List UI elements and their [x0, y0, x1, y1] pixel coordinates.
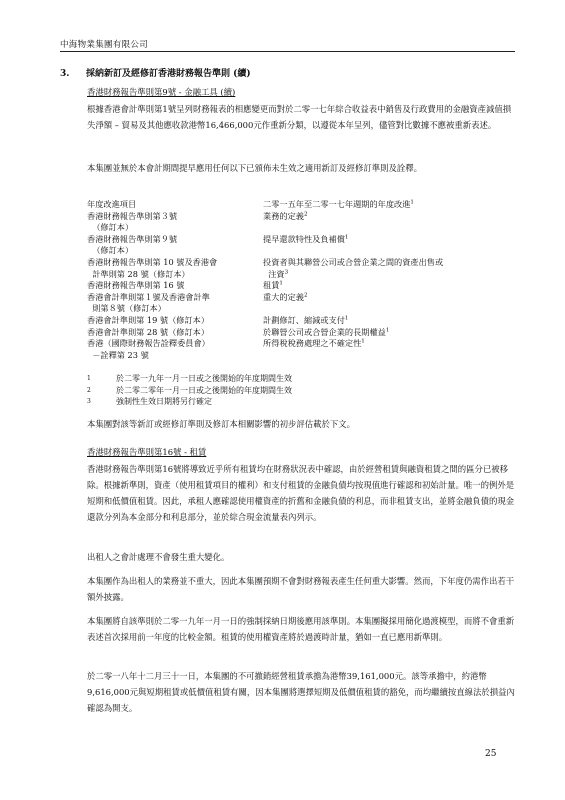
standard-description-text: 租賃 [263, 280, 280, 291]
hkfrs9-heading: 香港財務報告準則第9號 - 金融工具 (續) [87, 87, 236, 97]
footnote-reference: 1 [385, 326, 390, 333]
not-yet-effective-paragraph: 本集團並無於本會計期間提早應用任何以下已頒佈未生效之適用新訂及經修訂準則及詮釋。 [87, 163, 422, 173]
footnotes-list [87, 373, 292, 408]
standard-name: 則第８號（修訂本） [87, 303, 166, 314]
standard-description-text: 提早還款特性及負補償 [263, 233, 345, 244]
footnote-mark: 1 [87, 375, 91, 382]
footnote-mark: 2 [87, 386, 91, 394]
standard-description [263, 327, 389, 339]
standard-description-text: 二零一五年至二零一七年週期的年度改進 [263, 199, 411, 209]
standard-description [263, 280, 283, 292]
standard-description [263, 315, 348, 327]
footnote-row [87, 385, 292, 397]
standard-description [263, 257, 443, 269]
standard-description-text: 計劃修訂、縮減或支付 [263, 314, 345, 325]
standard-row [87, 245, 517, 257]
section-number: 3. [60, 69, 70, 79]
standard-row [87, 327, 517, 339]
standard-description-text: 業務的定義 [263, 210, 304, 221]
standard-description-text: 於聯營公司或合營企業的長期權益 [263, 326, 386, 337]
standard-description [263, 338, 365, 350]
section-heading [60, 66, 251, 79]
footnote-text: 於二零二零年一月一日或之後開始的年度期間生效 [116, 385, 292, 395]
standard-row [87, 222, 517, 234]
standard-name: 香港會計準則第 19 號（修訂本） [87, 314, 210, 325]
footnote-reference: 2 [303, 210, 308, 217]
footnote-reference: 1 [361, 338, 365, 345]
standard-description-text: 注資 [263, 268, 285, 279]
standard-description [263, 211, 307, 223]
standard-row [87, 257, 517, 269]
footnote-reference: 3 [284, 268, 289, 275]
standard-name: 香港財務報告準則第３號 [87, 210, 178, 221]
standard-name: 香港（國際財務報告詮釋委員會） [87, 338, 210, 349]
section-title: 採納新訂及經修訂香港財務報告準則 (續) [86, 69, 251, 79]
standard-row [87, 199, 517, 211]
standard-description-text: 重大的定義 [263, 291, 304, 302]
standard-name: 香港財務報告準則第 10 號及香港會 [87, 256, 218, 267]
standard-name: 年度改進項目 [87, 199, 137, 209]
standard-row [87, 315, 517, 327]
standard-name: （修訂本） [87, 245, 134, 256]
standard-description [263, 234, 348, 246]
standard-name: 香港會計準則第 28 號（修訂本） [87, 326, 210, 337]
company-name: 中海物業集團有限公司 [60, 40, 149, 50]
footnote-row [87, 396, 292, 408]
assessment-paragraph: 本集團對該等新訂或經修訂準則及修訂本相關影響的初步評估載於下文。 [87, 419, 355, 429]
standards-list [87, 199, 517, 361]
footnote-mark: 3 [87, 398, 91, 406]
standard-description [263, 292, 307, 304]
standard-row [87, 292, 517, 304]
standard-row [87, 350, 517, 362]
hkfrs16-heading: 香港財務報告準則第16號 - 租賃 [87, 447, 207, 457]
standard-row [87, 269, 517, 281]
standard-name: 香港財務報告準則第９號 [87, 233, 178, 244]
standard-description [263, 199, 414, 211]
page-number: 25 [485, 749, 497, 759]
footnote-reference: 1 [410, 199, 414, 206]
footnote-reference: 1 [344, 234, 349, 241]
hkfrs16-paragraph-3: 本集團作為出租人的業務並不重大，因此本集團預期不會對財務報表產生任何重大影響。然而，下年度仍需作出若干額外披露。 [87, 576, 515, 602]
hkfrs16-paragraph-1: 香港財務報告準則第16號將導致近乎所有租賃均在財務狀況表中確認，由於經營租賃與融資租賃之間的區分已被移除。根據新準則，資產（使用租賃項目的權利）和支付租賃的金融負債均按現值進行確認和初始計量。唯一的例外是短期和低價值租賃。因此，承租人應確認使用權資產的折舊和金融負債的利息，而非租賃支出，並將金融負債的現金還款分列為本金部分和利息部分，並於綜合現金流量表內列示。 [87, 464, 515, 522]
hkfrs16-paragraph-4: 本集團將自該準則於二零一九年一月一日的強制採納日期後應用該準則。本集團擬採用簡化過渡模型，而將不會重新表述首次採用前一年度的比較金額。租賃的使用權資產將於過渡時計量，猶如一直已應用新準則。 [87, 616, 515, 642]
standard-name: 香港會計準則第１號及香港會計準 [87, 291, 210, 302]
header-rule [60, 51, 515, 52]
standard-name: －詮釋第 23 號 [87, 349, 149, 360]
hkfrs16-paragraph-2: 出租人之會計處理不會發生重大變化。 [87, 552, 230, 562]
footnote-reference: 2 [303, 292, 308, 299]
footnote-text: 於二零一九年一月一日或之後開始的年度期間生效 [116, 374, 292, 383]
hkfrs16-paragraph-5: 於二零一八年十二月三十一日，本集團的不可撤銷經營租賃承擔為港幣39,161,000元。該等承擔中，約港幣9,616,000元與短期租賃或低價值租賃有關，因本集團將選擇短期及低價值租賃的豁免，而均繼續按直線法於損益內確認為開支。 [87, 671, 515, 713]
standard-row [87, 211, 517, 223]
standard-name: （修訂本） [87, 222, 134, 233]
standard-description-text: 投資者與其聯營公司或合營企業之間的資產出售或 [263, 256, 444, 267]
footnote-reference: 1 [344, 315, 349, 322]
hkfrs9-paragraph: 根據香港會計準則第1號呈列財務報表的相應變更而對於二零一七年綜合收益表中銷售及行政費用的金融資產減值損失淨額 – 貿易及其他應收款港幣16,466,000元作重新分類，以遵從本年呈列，儘管對比數據不應被重新表述。 [87, 104, 512, 130]
footnote-row [87, 373, 292, 385]
footnote-text: 強制性生效日期將另行確定 [116, 397, 212, 407]
standard-row [87, 280, 517, 292]
standard-row [87, 234, 517, 246]
standard-description-text: 所得稅稅務處理之不確定性 [263, 338, 362, 349]
standard-row [87, 338, 517, 350]
standard-description [263, 269, 288, 281]
standard-name: 計準則第 28 號（修訂本） [87, 268, 190, 279]
standard-row [87, 303, 517, 315]
footnote-reference: 1 [279, 280, 283, 287]
standard-name: 香港財務報告準則第 16 號 [87, 280, 185, 291]
